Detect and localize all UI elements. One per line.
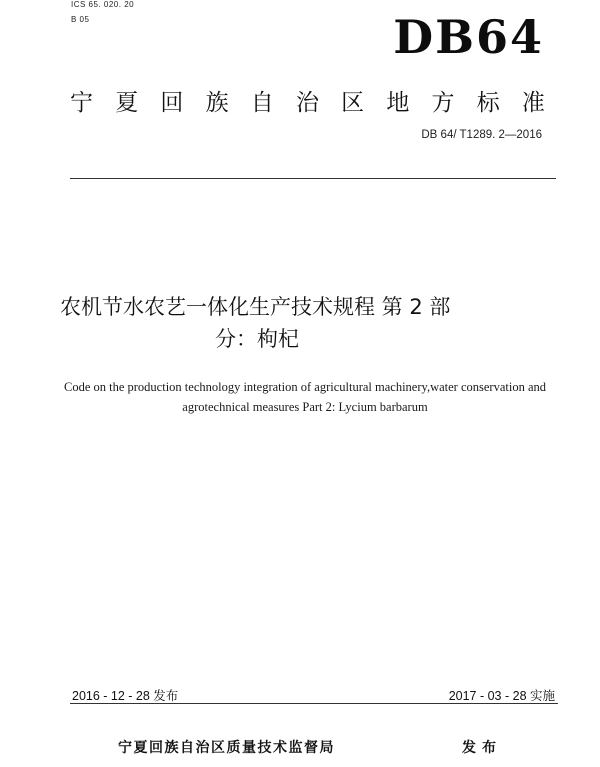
document-title-en: Code on the production technology integration of agricultural machinery,water conservation and agrotechnical measures Part 2: Lycium barbarum <box>63 380 547 414</box>
document-title-zh <box>60 291 560 355</box>
standard-type-char: 治 <box>295 90 319 116</box>
standard-type-char: 宁 <box>70 90 93 116</box>
title-zh-line2: 分：枸杞 <box>215 327 299 351</box>
issue-date: 2016 - 12 - 28 发布 <box>72 689 179 703</box>
standard-type-char: 区 <box>341 90 365 116</box>
standard-type-char: 族 <box>205 90 229 116</box>
standard-logo: DB64 <box>393 10 544 64</box>
standard-type-char: 方 <box>431 90 455 116</box>
standard-type-char: 标 <box>476 90 500 116</box>
header-divider <box>70 178 556 179</box>
standard-type-char: 自 <box>250 90 274 116</box>
issuing-authority: 宁夏回族自治区质量技术监督局 <box>118 740 335 756</box>
standard-type-char: 回 <box>160 90 184 116</box>
ccs-code: B 05 <box>71 15 90 24</box>
standard-number: DB 64/ T1289. 2—2016 <box>421 129 542 141</box>
standard-type-char: 准 <box>521 90 545 116</box>
footer-divider <box>70 703 558 704</box>
issued-label: 发布 <box>462 740 502 756</box>
implementation-date: 2017 - 03 - 28 实施 <box>448 689 555 703</box>
standard-type-char: 夏 <box>115 90 139 116</box>
ics-code: ICS 65. 020. 20 <box>71 0 135 9</box>
standard-type-char: 地 <box>386 90 410 116</box>
title-zh-line1: 农机节水农艺一体化生产技术规程 第 2 部 <box>60 295 451 319</box>
standard-type-title <box>70 84 545 117</box>
